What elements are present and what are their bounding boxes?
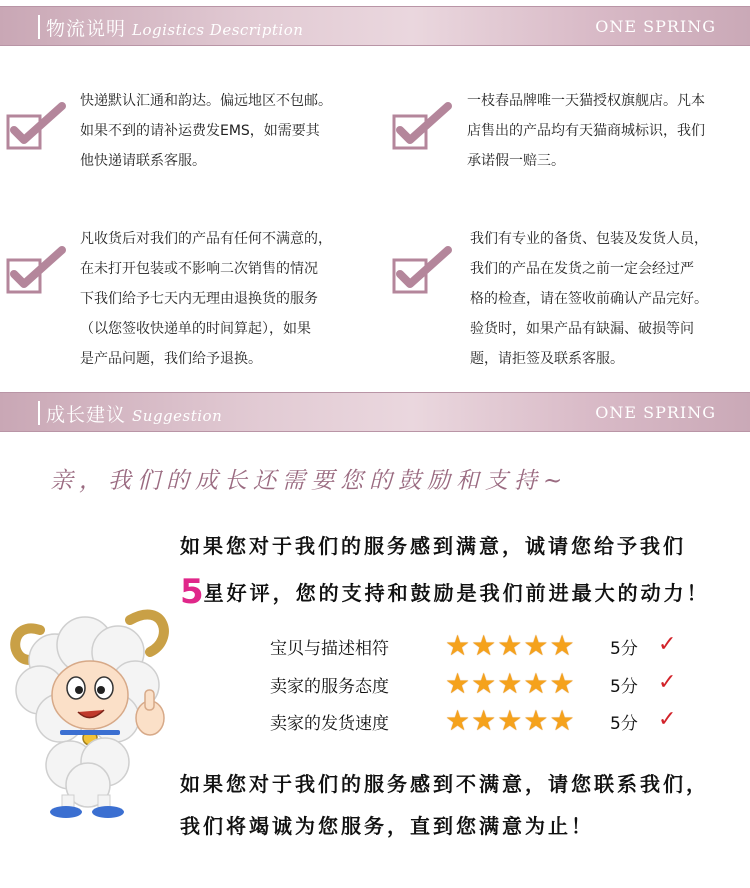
contact-request-line-1: 如果您对于我们的服务感到不满意，请您联系我们， [180, 772, 709, 796]
item-4-line-3: 格的检查，请在签收前确认产品完好。 [470, 291, 708, 307]
star-icon: ★ [549, 667, 575, 700]
star-icon: ★ [445, 704, 471, 737]
star-icon: ★ [497, 629, 523, 662]
item-2-line-2: 店售出的产品均有天猫商城标识，我们 [467, 123, 705, 139]
brand-logo: ONE SPRING [595, 403, 716, 422]
item-2-line-1: 一枝春品牌唯一天猫授权旗舰店。凡本 [467, 93, 705, 109]
star-icon: ★ [471, 704, 497, 737]
brand-logo: ONE SPRING [595, 17, 716, 36]
five-star-number: 5 [180, 572, 204, 612]
item-3-line-4: （以您签收快递单的时间算起），如果 [80, 321, 311, 337]
star-icon: ★ [523, 667, 549, 700]
item-1-line-3: 他快递请联系客服。 [80, 153, 206, 169]
logistics-subtitle: Logistics Description [132, 21, 304, 39]
rating-label: 卖家的服务态度 [270, 677, 389, 697]
star-rating [445, 704, 575, 737]
contact-request-line-2: 我们将竭诚为您服务，直到您满意为止！ [180, 814, 594, 838]
item-4-line-5: 题，请拒签及联系客服。 [470, 351, 624, 367]
star-icon: ★ [549, 629, 575, 662]
suggestion-subtitle: Suggestion [132, 407, 223, 425]
banner-divider [38, 15, 40, 39]
star-icon: ★ [497, 704, 523, 737]
slogan: 亲，我们的成长还需要您的鼓励和支持~ [50, 468, 569, 494]
item-3-line-2: 在未打开包装或不影响二次销售的情况 [80, 261, 318, 277]
rating-score: 5分 [610, 714, 638, 734]
item-4-line-4: 验货时，如果产品有缺漏、破损等问 [470, 321, 694, 337]
star-icon: ★ [445, 667, 471, 700]
logistics-banner [0, 6, 750, 46]
tick-icon: ✓ [658, 707, 677, 732]
checkbox-check-icon [392, 102, 454, 154]
item-3-line-1: 凡收货后对我们的产品有任何不满意的， [80, 231, 332, 247]
star-icon: ★ [471, 629, 497, 662]
star-icon: ★ [549, 704, 575, 737]
tick-icon: ✓ [658, 670, 677, 695]
praise-request-line-2-text: 星好评，您的支持和鼓励是我们前进最大的动力！ [203, 581, 710, 605]
banner-divider [38, 401, 40, 425]
logistics-title: 物流说明 Logistics Description [46, 18, 304, 40]
checkbox-check-icon [392, 246, 454, 298]
star-icon: ★ [445, 629, 471, 662]
checkbox-check-icon [6, 246, 68, 298]
praise-request-line-2 [180, 572, 710, 612]
rating-score: 5分 [610, 639, 638, 659]
praise-request-line-1: 如果您对于我们的服务感到满意，诚请您给予我们 [180, 534, 686, 558]
sheep-mascot-illustration [0, 590, 180, 820]
item-1-line-2: 如果不到的请补运费发EMS，如需要其 [80, 123, 320, 139]
item-3-line-3: 下我们给予七天内无理由退换货的服务 [80, 291, 318, 307]
rating-label: 宝贝与描述相符 [270, 639, 389, 659]
item-2-line-3: 承诺假一赔三。 [467, 153, 565, 169]
star-rating [445, 629, 575, 662]
star-rating [445, 667, 575, 700]
star-icon: ★ [497, 667, 523, 700]
item-3-line-5: 是产品问题，我们给予退换。 [80, 351, 262, 367]
star-icon: ★ [471, 667, 497, 700]
item-1-line-1: 快递默认汇通和韵达。偏远地区不包邮。 [80, 93, 332, 109]
item-4-line-2: 我们的产品在发货之前一定会经过严 [470, 261, 694, 277]
suggestion-title: 成长建议 Suggestion [46, 404, 223, 426]
item-4-line-1: 我们有专业的备货、包装及发货人员， [470, 231, 708, 247]
suggestion-banner [0, 392, 750, 432]
star-icon: ★ [523, 629, 549, 662]
checkbox-check-icon [6, 102, 68, 154]
rating-label: 卖家的发货速度 [270, 714, 389, 734]
star-icon: ★ [523, 704, 549, 737]
rating-score: 5分 [610, 677, 638, 697]
tick-icon: ✓ [658, 632, 677, 657]
